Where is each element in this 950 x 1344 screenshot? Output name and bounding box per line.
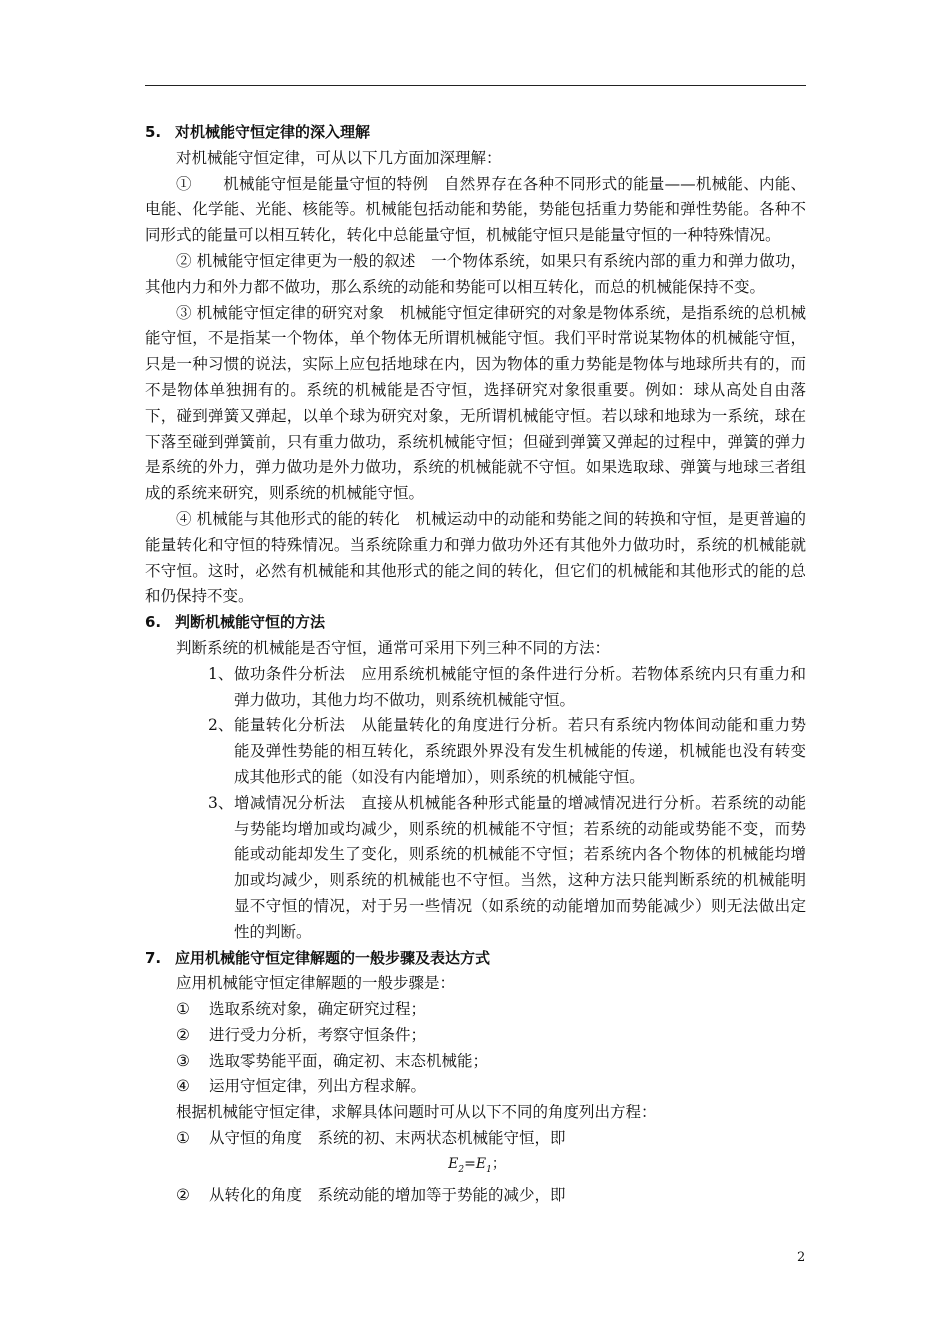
step-text: 选取零势能平面，确定初、末态机械能； (209, 1051, 489, 1070)
method-item (145, 713, 806, 790)
section-5-para-4: ④ 机械能与其他形式的能的转化 机械运动中的动能和势能之间的转换和守恒，是更普遍的能量转化和守恒的特殊情况。当系统除重力和弹力做功外还有其他外力做功时，系统的机械能就不守恒。这时，必然有机械能和其他形式的能之间的转化，但它们的机械能和其他形式的能的总和仍保持不变。 (145, 509, 806, 606)
eq-rhs-sub: 1 (486, 1164, 492, 1175)
step-marker: ② (176, 1025, 190, 1044)
section-5-para-3: ③ 机械能守恒定律的研究对象 机械能守恒定律研究的对象是物体系统，是指系统的总机械能守恒，不是指某一个物体，单个物体无所谓机械能守恒。我们平时常说某物体的机械能守恒，只是一种习惯的说法，实际上应包括地球在内，因为物体的重力势能是物体与地球所共有的，而不是物体单独拥有的。系统的机械能是否守恒，选择研究对象很重要。例如：球从高处自由落下，碰到弹簧又弹起，以单个球为研究对象，无所谓机械能守恒。若以球和地球为一系统，球在下落至碰到弹簧前，只有重力做功，系统机械能守恒；但碰到弹簧又弹起的过程中，弹簧的弹力是系统的外力，弹力做功是外力做功，系统的机械能就不守恒。如果选取球、弹簧与地球三者组成的系统来研究，则系统的机械能守恒。 (145, 303, 806, 503)
item-text: 做功条件分析法 应用系统机械能守恒的条件进行分析。若物体系统内只有重力和弹力做功，其他力均不做功，则系统机械能守恒。 (234, 664, 806, 709)
document-body (145, 120, 806, 1209)
step-text: 选取系统对象，确定研究过程； (209, 1000, 427, 1019)
step-item (145, 1074, 806, 1100)
eq-lhs: E (448, 1155, 459, 1172)
eq-end: ； (491, 1155, 506, 1172)
eq-op: = (464, 1155, 476, 1172)
angle-text: 从转化的角度 系统动能的增加等于势能的减少，即 (209, 1186, 566, 1205)
step-item (145, 1049, 806, 1075)
angle-text: 从守恒的角度 系统的初、末两状态机械能守恒，即 (209, 1129, 566, 1148)
step-marker: ① (176, 1000, 190, 1019)
section-title: 对机械能守恒定律的深入理解 (175, 123, 371, 141)
item-text: 增减情况分析法 直接从机械能各种形式能量的增减情况进行分析。若系统的动能与势能均增加或均减少，则系统的机械能不守恒；若系统的动能或势能不变，而势能或动能却发生了变化，则系统的机械能不守恒；若系统内各个物体的机械能均增加或均减少，则系统的机械能也不守恒。当然，这种方法只能判断系统的机械能明显不守恒的情况，对于另一些情况（如系统的动能增加而势能减少）则无法做出定性的判断。 (234, 793, 806, 941)
angle-marker: ① (176, 1129, 190, 1148)
page-number: 2 (797, 1250, 806, 1265)
step-item (145, 997, 806, 1023)
method-item (145, 791, 806, 946)
equation (145, 1152, 806, 1184)
item-marker: 2、 (208, 716, 234, 735)
item-text: 能量转化分析法 从能量转化的角度进行分析。若只有系统内物体间动能和重力势能及弹性势能的相互转化，系统跟外界没有发生机械能的传递，机械能也没有转变成其他形式的能（如没有内能增加），则系统的机械能守恒。 (234, 716, 806, 786)
step-text: 进行受力分析，考察守恒条件； (209, 1025, 427, 1044)
section-7-intro: 应用机械能守恒定律解题的一般步骤是： (176, 974, 456, 993)
eq-rhs: E (475, 1155, 487, 1172)
section-title: 应用机械能守恒定律解题的一般步骤及表达方式 (175, 948, 491, 967)
step-item (145, 1023, 806, 1049)
section-5-heading (145, 120, 806, 146)
angle-item (145, 1126, 806, 1152)
angle-item (145, 1183, 806, 1209)
section-title: 判断机械能守恒的方法 (175, 613, 326, 632)
section-7-heading (145, 946, 806, 972)
header-rule (145, 85, 806, 86)
section-5-para-1: ① 机械能守恒是能量守恒的特例 自然界存在各种不同形式的能量——机械能、内能、电能、化学能、光能、核能等。机械能包括动能和势能，势能包括重力势能和弹性势能。各种不同形式的能量可以相互转化，转化中总能量守恒，机械能守恒只是能量守恒的一种特殊情况。 (145, 174, 806, 245)
method-item (145, 662, 806, 714)
eq-lhs-sub: 2 (458, 1164, 465, 1175)
section-number: 7. (145, 948, 162, 967)
item-marker: 3、 (208, 793, 234, 812)
step-text: 运用守恒定律，列出方程求解。 (209, 1077, 427, 1096)
section-7-intro-2: 根据机械能守恒定律，求解具体问题时可从以下不同的角度列出方程： (176, 1103, 657, 1122)
section-number: 5. (145, 123, 162, 141)
angle-marker: ② (176, 1186, 190, 1205)
step-marker: ④ (176, 1077, 190, 1096)
section-number: 6. (145, 613, 162, 632)
item-marker: 1、 (208, 664, 234, 683)
section-5-para-2: ② 机械能守恒定律更为一般的叙述 一个物体系统，如果只有系统内部的重力和弹力做功，其他内力和外力都不做功，那么系统的动能和势能可以相互转化，而总的机械能保持不变。 (145, 251, 806, 296)
section-6-heading (145, 610, 806, 636)
section-5-intro: 对机械能守恒定律，可从以下几方面加深理解： (176, 148, 502, 167)
step-marker: ③ (176, 1051, 190, 1070)
section-6-intro: 判断系统的机械能是否守恒，通常可采用下列三种不同的方法： (176, 638, 611, 657)
